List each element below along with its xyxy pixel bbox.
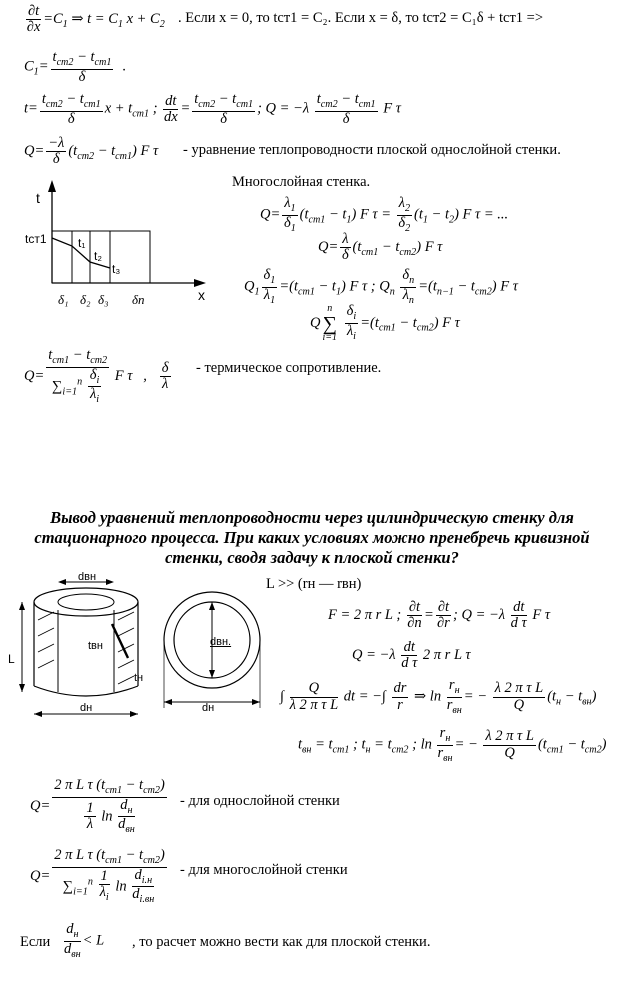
- boundary-conditions-text: . Если x = 0, то tст1 = C₂. Если x = δ, то tст2 = C₁δ + tст1 =>: [178, 10, 544, 26]
- cylinder-wall-figure: [16, 574, 262, 724]
- t-ct1-label: tст1: [25, 232, 47, 246]
- section-heading: Вывод уравнений теплопроводности через цилиндрическую стенку для стационарного процесса. При каких условиях можно пренебречь кривизной стенки, сводя задачу к плоской стенки?: [34, 508, 590, 567]
- eq-multilayer-3: $Q_1$ $\frac{\delta_1}{\lambda_1}$ $=(t_{cm1} - t_1)$ F τ ; $Q_n$ $\frac{\delta_n}{\lambda_n}$ $=(t_{n-1} - t_{cm2})$ F τ: [244, 267, 518, 306]
- eq-c1: $C_1=$ $\frac{t_{cm2} - t_{cm1}}{\delta}$ .: [24, 49, 127, 85]
- d-outer-section-label: dн: [202, 702, 215, 714]
- length-label: L: [8, 652, 15, 666]
- delta3-label: δ₃: [98, 292, 109, 307]
- delta1-label: δ₁: [58, 292, 69, 307]
- single-layer-caption: - для однослойной стенки: [180, 793, 340, 809]
- eq-temperature-profile: t= $\frac{t_{cm2} - t_{cm1}}{\delta}$ $x + t_{cm1}$ ; $\frac{dt}{dx}$ = $\frac{t_{cm2} - t_{cm1}}{\delta}$ ; Q = −λ $\frac{t_{cm2} - t_{cm1}}{\delta}$ F τ: [24, 91, 401, 127]
- eq-multilayer-2: Q= $\frac{\lambda}{\delta}$ $(t_{cm1} - t_{cm2})$ F τ: [318, 231, 443, 264]
- t1-label: t₁: [78, 236, 86, 250]
- condition-text: L >> (rн — rвн): [266, 576, 362, 592]
- d-outer-label: dн: [80, 702, 93, 714]
- thermal-resistance-caption: - термическое сопротивление.: [196, 360, 382, 376]
- eq-cyl-1: F = 2 π r L ; $\frac{\partial t}{\partial n}$ = $\frac{\partial t}{\partial r}$ ; Q = −λ $\frac{dt}{\text{d τ}}$ F τ: [328, 599, 551, 632]
- delta2-label: δ₂: [80, 292, 91, 307]
- axis-t-label: t: [36, 190, 40, 206]
- final-caption: , то расчет можно вести как для плоской стенки.: [132, 934, 431, 950]
- multilayer-title: Многослойная стенка.: [232, 174, 371, 190]
- eq-general-solution: $\frac{\partial t}{\partial x}$ $=C_1$ ⇒ $t = C_1$ $x + C_2$: [26, 3, 165, 36]
- eq-multilayer-sum: Q n ∑ i=1 $\frac{\delta_i}{\lambda_i}$ $=(t_{cm1} - t_{cm2})$ F τ: [310, 303, 460, 343]
- if-word: Если: [20, 934, 51, 950]
- multilayer-wall-figure: [22, 178, 222, 318]
- eq-single-layer: Q= 2 π L τ $(t_{cm1} - t_{cm2})$ $\frac{1}{\lambda}$ ln $\frac{d_н}{d_{вн}}$: [30, 777, 165, 835]
- eq-final-condition: $\frac{d_н}{d_{вн}}$ < L: [64, 921, 105, 960]
- multi-layer-caption: - для многослойной стенки: [180, 862, 348, 878]
- deltan-label: δn: [132, 292, 145, 307]
- t2-label: t₂: [94, 249, 102, 263]
- eq-multi-layer: Q= 2 π L τ $(t_{cm1} - t_{cm2})$ $\sum_{i=1}^n$ $\frac{1}{\lambda_i}$ ln $\frac{d_{i.н}}{d_{i.вн}}$: [30, 847, 165, 905]
- d-inner-section-label: dвн.: [210, 636, 232, 648]
- axis-x-label: x: [198, 287, 205, 303]
- t-inner-label: tвн: [88, 640, 103, 652]
- eq-multilayer-q: Q= $t_{cm1} - t_{cm2}$ $\sum_{i=1}^n$ $\frac{\delta_i}{\lambda_i}$ F τ , $\frac{\delta}{\lambda}$: [24, 347, 169, 405]
- eq-cyl-2: Q = −λ $\frac{dt}{\text{d τ}}$ 2 π r L τ: [352, 639, 471, 672]
- t-outer-label: tн: [134, 672, 144, 684]
- eq-multilayer-1: Q= $\frac{\lambda_1}{\delta_1}$ $(t_{cm1} - t_1)$ F τ = $\frac{\lambda_2}{\delta_2}$ $(t_1 - t_2)$ F τ = ...: [260, 195, 509, 234]
- eq-cyl-3: $t_{вн} = t_{cm1}$ ; $t_н = t_{cm2}$ ; ln $\frac{r_н}{r_{вн}}$ = − $\frac{\text{λ 2 π τ L}}{Q}$ $(t_{cm1} - t_{cm2})$: [298, 725, 607, 764]
- t3-label: t₃: [112, 262, 121, 276]
- d-inner-label: dвн: [78, 571, 97, 583]
- eq-cyl-integral: ∫ $\frac{Q}{\text{λ 2 π τ L}}$ dt = −∫ $\frac{dr}{r}$ ⇒ ln $\frac{r_н}{r_{вн}}$ = − $\frac{\text{λ 2 π τ L}}{Q}$ $(t_н - t_{вн})$: [280, 677, 597, 716]
- eq-heat-flow: Q= $\frac{-\lambda}{\delta}$ $(t_{cm2} - t_{cm1})$ F τ: [24, 135, 159, 168]
- heat-equation-caption: - уравнение теплопроводности плоской однослойной стенки.: [183, 142, 561, 158]
